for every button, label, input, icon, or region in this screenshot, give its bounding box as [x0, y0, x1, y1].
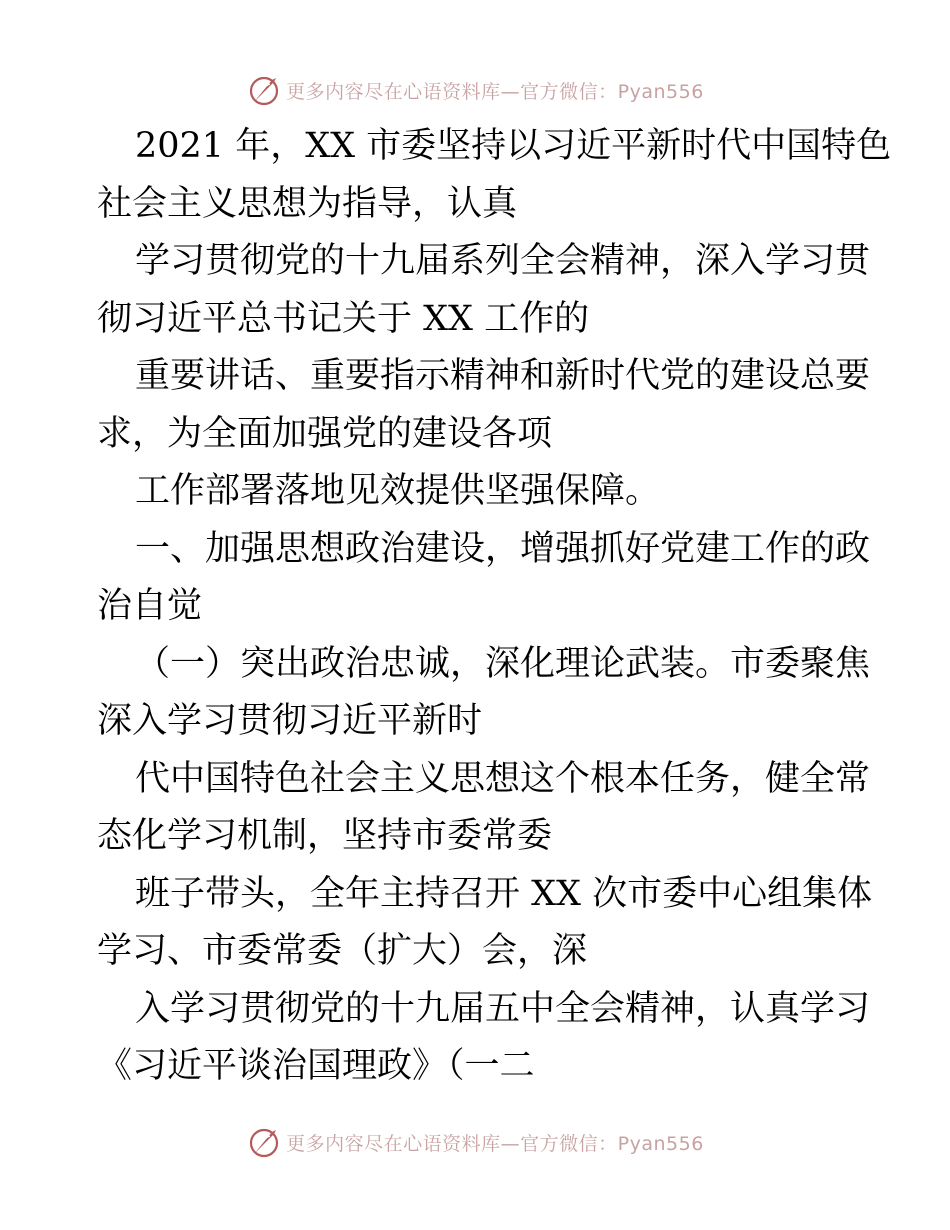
text-line: 入学习贯彻党的十九届五中全会精神，认真学习: [135, 988, 871, 1029]
watermark-footer: [0, 1122, 950, 1162]
text-line: 代中国特色社会主义思想这个根本任务，健全常: [135, 758, 871, 799]
text-line: 一、加强思想政治建设，增强抓好党建工作的政: [135, 528, 871, 569]
quill-logo-icon: [246, 1124, 282, 1160]
text-line: （一）突出政治忠诚，深化理论武装。市委聚焦: [135, 643, 871, 684]
quill-logo-icon: [246, 72, 282, 108]
text-line: 彻习近平总书记关于 XX 工作的: [97, 298, 590, 339]
text-line: 《习近平谈治国理政》（一二: [97, 1046, 535, 1086]
text-line: 工作部署落地见效提供坚强保障。: [135, 471, 661, 511]
text-line: 治自觉: [97, 586, 203, 626]
text-line: 学习、市委常委（扩大）会，深: [97, 931, 588, 971]
document-body: [0, 118, 950, 1096]
text-line: 深入学习贯彻习近平新时: [97, 701, 483, 741]
text-line: 重要讲话、重要指示精神和新时代党的建设总要: [135, 356, 871, 396]
watermark-text: 更多内容尽在心语资料库—官方微信：Pyan556: [286, 1132, 704, 1155]
text-line: 班子带头，全年主持召开 XX 次市委中心组集体: [135, 873, 873, 914]
text-line: 2021 年，XX 市委坚持以习近平新时代中国特色: [135, 126, 892, 166]
text-line: 态化学习机制，坚持市委常委: [97, 816, 553, 856]
text-line: 学习贯彻党的十九届系列全会精神，深入学习贯: [135, 241, 871, 281]
text-line: 社会主义思想为指导，认真: [97, 183, 518, 224]
watermark-header: [0, 70, 950, 110]
text-line: 求，为全面加强党的建设各项: [97, 413, 553, 454]
watermark-text: 更多内容尽在心语资料库—官方微信：Pyan556: [286, 80, 704, 103]
